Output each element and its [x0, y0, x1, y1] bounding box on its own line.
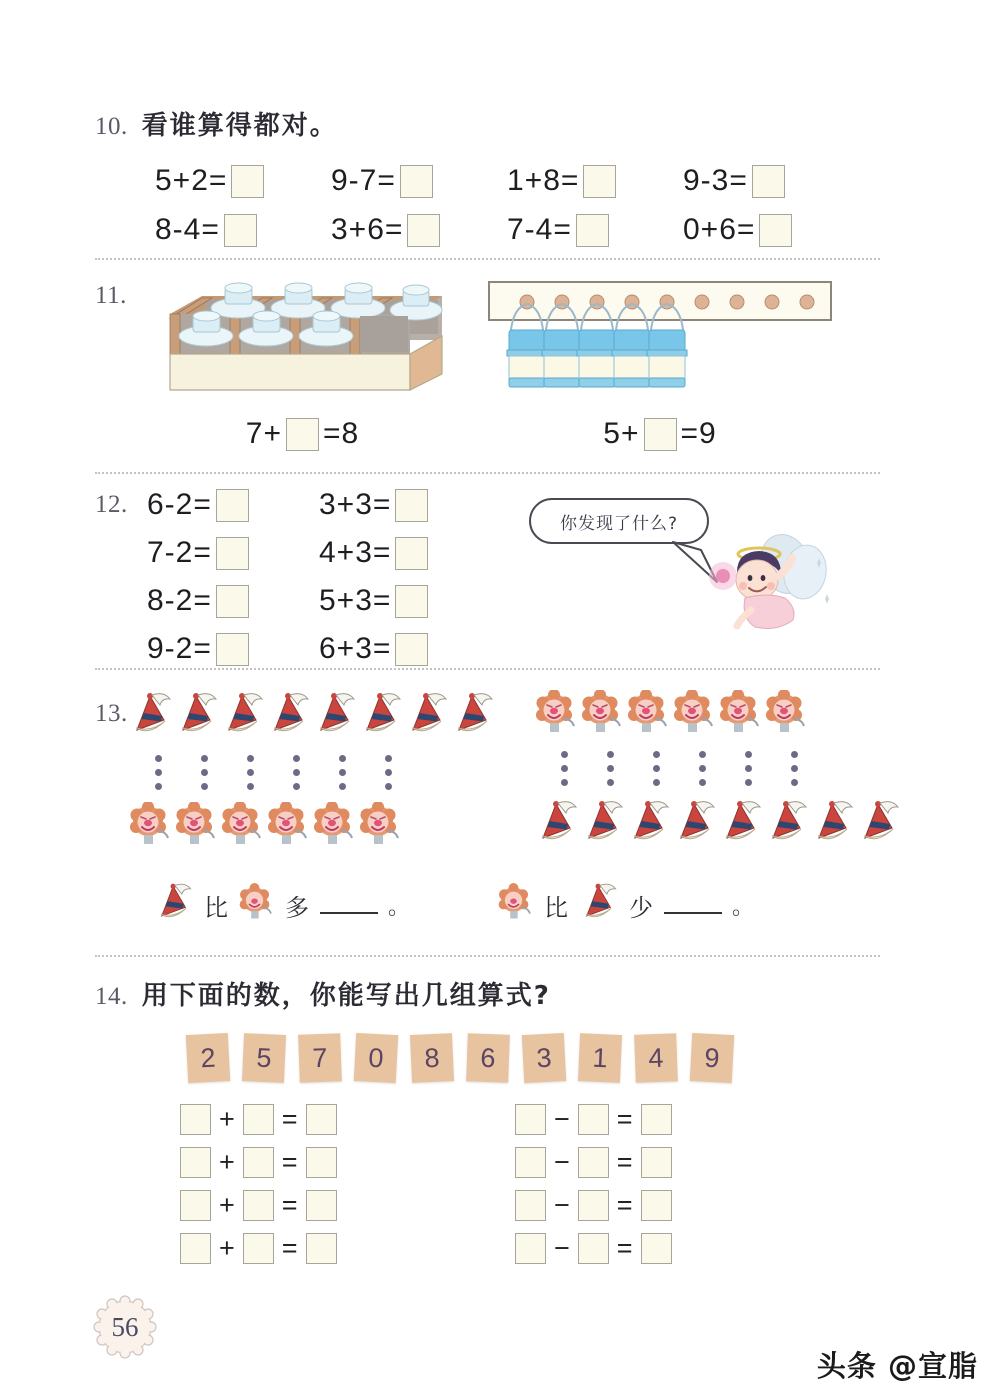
- clown-face-row: [128, 802, 496, 851]
- answer-blank[interactable]: [664, 896, 722, 914]
- dot-column: [634, 751, 680, 786]
- answer-box[interactable]: [180, 1104, 211, 1135]
- exercise-11-number-col: [95, 278, 150, 310]
- number-card[interactable]: 5: [242, 1033, 286, 1083]
- answer-box[interactable]: [515, 1190, 546, 1221]
- answer-box[interactable]: [180, 1233, 211, 1264]
- hook-group: [520, 295, 814, 309]
- relation-word: 少: [629, 893, 655, 922]
- equals-sign: =: [281, 1104, 298, 1134]
- equation-text: 4+3=: [319, 536, 392, 569]
- equation-item: [155, 213, 331, 247]
- equation-text: 7-4=: [507, 213, 572, 246]
- dot: [607, 779, 614, 786]
- answer-box[interactable]: [752, 165, 785, 198]
- equals-sign: =: [281, 1147, 298, 1177]
- dot-columns-right: [534, 751, 902, 786]
- equation-item: [507, 213, 683, 247]
- equation-text: 9-7=: [331, 164, 396, 197]
- dot-column: [136, 755, 182, 790]
- equation-row: [180, 1104, 395, 1135]
- equals-sign: =: [616, 1104, 633, 1134]
- equation-right: =9: [680, 417, 717, 450]
- dot-column: [228, 755, 274, 790]
- clown-face-icon: [174, 802, 220, 851]
- dot: [385, 769, 392, 776]
- answer-box[interactable]: [243, 1104, 274, 1135]
- equation-text: 9-2=: [147, 632, 212, 665]
- equation-left: 5+: [603, 417, 640, 450]
- dot: [745, 779, 752, 786]
- party-hat-icon: [174, 690, 220, 743]
- number-card[interactable]: 3: [522, 1033, 566, 1083]
- exercise-11-equations: [95, 417, 895, 451]
- party-hat-icon: [312, 690, 358, 743]
- equation-text: 3+6=: [331, 213, 404, 246]
- milk-crate-icon: [150, 278, 455, 403]
- dot: [201, 755, 208, 762]
- dot: [201, 769, 208, 776]
- answer-box[interactable]: [395, 489, 428, 522]
- dot: [791, 765, 798, 772]
- answer-box[interactable]: [641, 1147, 672, 1178]
- sentence-period: 。: [388, 894, 412, 920]
- party-hat-icon: [764, 798, 810, 851]
- exercise-13-number-col: [95, 690, 128, 728]
- dot: [293, 755, 300, 762]
- operator: −: [554, 1147, 570, 1177]
- equation-item: [507, 164, 683, 198]
- operator: +: [219, 1190, 235, 1220]
- equation-item: [331, 213, 507, 247]
- speech-bubble-text: 你发现了什么?: [559, 513, 679, 534]
- party-hat-icon: [580, 798, 626, 851]
- equation-text: 7-2=: [147, 536, 212, 569]
- exercise-13-sentences: [153, 881, 895, 929]
- answer-box[interactable]: [216, 633, 249, 666]
- operator: +: [219, 1233, 235, 1263]
- party-hat-icon: [358, 690, 404, 743]
- clown-face-icon: [220, 802, 266, 851]
- party-hat-row: [534, 798, 902, 851]
- exercise-11-illustrations: [150, 278, 835, 403]
- dot: [385, 755, 392, 762]
- equation-item: [319, 488, 491, 522]
- dot: [339, 755, 346, 762]
- dot: [247, 769, 254, 776]
- relation-word: 多: [285, 893, 310, 922]
- dot: [653, 765, 660, 772]
- equals-sign: =: [616, 1147, 633, 1177]
- operator: +: [219, 1104, 235, 1134]
- dot: [745, 765, 752, 772]
- dot: [293, 769, 300, 776]
- fairy-angel-icon: [693, 532, 843, 636]
- answer-box[interactable]: [578, 1190, 609, 1221]
- answer-box[interactable]: [641, 1190, 672, 1221]
- equation-text: 6+3=: [319, 632, 392, 665]
- section-divider: [95, 668, 880, 670]
- equation-item: [155, 164, 331, 198]
- bottle-rack-icon: [485, 278, 835, 403]
- dot-column: [320, 755, 366, 790]
- equation-row: [180, 1233, 395, 1264]
- exercise-10-equation-grid: [155, 164, 895, 247]
- addition-equation-column: [180, 1104, 395, 1264]
- number-card[interactable]: 7: [298, 1033, 342, 1082]
- comparison-sentence-left: [153, 881, 411, 929]
- number-card[interactable]: 1: [578, 1033, 622, 1083]
- equation-text: 8-4=: [155, 213, 220, 246]
- exercise-14: [95, 975, 905, 1264]
- clown-face-icon: [238, 883, 276, 927]
- exercise-13-number: 13.: [95, 700, 128, 727]
- equation-item: [319, 536, 491, 570]
- answer-box[interactable]: [306, 1104, 337, 1135]
- watermark-text: 头条 @宣脂: [816, 1349, 978, 1383]
- equation-row: [180, 1190, 395, 1221]
- answer-blank[interactable]: [320, 896, 378, 914]
- clown-face-icon: [764, 690, 810, 739]
- section-divider: [95, 955, 880, 957]
- dot-column: [588, 751, 634, 786]
- bottle-rack-illustration: [485, 278, 835, 403]
- party-hat-icon: [718, 798, 764, 851]
- dot: [699, 751, 706, 758]
- watermark: [817, 1344, 978, 1385]
- milk-crate-illustration: [150, 278, 455, 403]
- answer-box[interactable]: [180, 1147, 211, 1178]
- answer-box[interactable]: [578, 1147, 609, 1178]
- dot-column: [542, 751, 588, 786]
- equation-text: 3+3=: [319, 488, 392, 521]
- dot: [561, 779, 568, 786]
- party-hat-icon: [266, 690, 312, 743]
- number-card[interactable]: 0: [354, 1033, 398, 1083]
- dot: [339, 769, 346, 776]
- answer-box[interactable]: [216, 585, 249, 618]
- clown-face-icon: [718, 690, 764, 739]
- answer-box[interactable]: [306, 1147, 337, 1178]
- operator: +: [219, 1147, 235, 1177]
- answer-box[interactable]: [641, 1233, 672, 1264]
- exercise-12-prompt: [521, 488, 851, 638]
- equation-item: [683, 164, 859, 198]
- equation-left: 7+: [245, 417, 282, 450]
- answer-box[interactable]: [180, 1190, 211, 1221]
- answer-box[interactable]: [578, 1233, 609, 1264]
- equation-text: 0+6=: [683, 213, 756, 246]
- equation-item: [603, 417, 716, 451]
- clown-face-icon: [128, 802, 174, 851]
- exercise-12-equation-grid: [147, 488, 491, 666]
- dot: [653, 779, 660, 786]
- answer-box[interactable]: [515, 1147, 546, 1178]
- exercise-11: [95, 278, 895, 451]
- equation-item: [147, 632, 319, 666]
- number-card[interactable]: 2: [186, 1033, 230, 1083]
- equation-item: [683, 213, 859, 247]
- dot: [607, 751, 614, 758]
- dot: [293, 783, 300, 790]
- dot: [607, 765, 614, 772]
- exercise-14-header: [95, 975, 905, 1012]
- dot: [699, 779, 706, 786]
- dot: [653, 751, 660, 758]
- operator: −: [554, 1233, 570, 1263]
- bottle-group-front: [179, 311, 353, 346]
- dot-column: [680, 751, 726, 786]
- answer-box[interactable]: [216, 537, 249, 570]
- party-hat-icon: [534, 798, 580, 851]
- clown-face-icon: [497, 883, 535, 927]
- answer-box[interactable]: [395, 585, 428, 618]
- equation-right: =8: [323, 417, 360, 450]
- clown-face-icon: [358, 802, 404, 851]
- dot: [699, 765, 706, 772]
- answer-box[interactable]: [243, 1147, 274, 1178]
- clown-face-icon: [266, 802, 312, 851]
- equation-item: [331, 164, 507, 198]
- equals-sign: =: [281, 1233, 298, 1263]
- exercise-12-number-col: [95, 488, 147, 519]
- equation-text: 5+2=: [155, 164, 228, 197]
- compare-word: 比: [204, 893, 229, 922]
- clown-face-icon: [312, 802, 358, 851]
- speech-bubble: [529, 498, 709, 544]
- party-hat-icon: [578, 881, 620, 929]
- dot: [561, 751, 568, 758]
- clown-face-icon: [534, 690, 580, 739]
- comparison-sentence-right: [497, 881, 755, 929]
- number-card[interactable]: 4: [634, 1033, 678, 1082]
- clown-face-icon: [626, 690, 672, 739]
- exercise-10-header: [95, 105, 895, 142]
- equation-row: [515, 1104, 905, 1135]
- party-hat-row: [128, 690, 496, 743]
- page-number: 56: [111, 1311, 139, 1342]
- dot-column: [726, 751, 772, 786]
- dot: [247, 755, 254, 762]
- equation-row: [515, 1233, 905, 1264]
- comparison-group-left: [128, 690, 496, 851]
- equation-row: [180, 1147, 395, 1178]
- party-hat-icon: [153, 881, 195, 929]
- equals-sign: =: [281, 1190, 298, 1220]
- equation-item: [147, 584, 319, 618]
- clown-face-icon: [672, 690, 718, 739]
- exercise-12: [95, 488, 895, 666]
- dot: [791, 751, 798, 758]
- equation-text: 8-2=: [147, 584, 212, 617]
- equation-item: [246, 417, 359, 451]
- dot: [155, 755, 162, 762]
- answer-box[interactable]: [641, 1104, 672, 1135]
- compare-word: 比: [544, 893, 570, 922]
- exercise-13-groups: [128, 690, 902, 851]
- equation-item: [147, 488, 319, 522]
- answer-box[interactable]: [644, 418, 677, 451]
- answer-box[interactable]: [395, 537, 428, 570]
- exercise-12-body: [95, 488, 895, 666]
- number-card[interactable]: 9: [690, 1033, 734, 1083]
- answer-box[interactable]: [243, 1233, 274, 1264]
- empty-cell: [360, 316, 408, 352]
- exercise-14-number: 14.: [95, 983, 128, 1010]
- sentence-period: 。: [732, 894, 756, 920]
- dot-column: [182, 755, 228, 790]
- section-divider: [95, 258, 880, 260]
- exercise-14-title: 用下面的数，你能写出几组算式?: [141, 981, 551, 1011]
- exercise-11-body: [95, 278, 895, 403]
- answer-box[interactable]: [515, 1104, 546, 1135]
- exercise-13-body: [95, 690, 895, 851]
- comparison-group-right: [534, 690, 902, 851]
- dot: [155, 769, 162, 776]
- dot-columns-left: [128, 755, 496, 790]
- dot: [385, 783, 392, 790]
- equals-sign: =: [616, 1190, 633, 1220]
- section-divider: [95, 472, 880, 474]
- party-hat-icon: [128, 690, 174, 743]
- answer-box[interactable]: [216, 489, 249, 522]
- exercise-14-equation-area: [95, 1104, 905, 1264]
- equation-row: [515, 1190, 905, 1221]
- equation-row: [515, 1147, 905, 1178]
- dot-column: [274, 755, 320, 790]
- equation-item: [319, 584, 491, 618]
- exercise-12-number: 12.: [95, 491, 128, 518]
- clown-face-icon: [580, 690, 626, 739]
- answer-box[interactable]: [400, 165, 433, 198]
- answer-box[interactable]: [306, 1233, 337, 1264]
- answer-box[interactable]: [759, 214, 792, 247]
- equation-text: 6-2=: [147, 488, 212, 521]
- equation-text: 1+8=: [507, 164, 580, 197]
- answer-box[interactable]: [576, 214, 609, 247]
- party-hat-icon: [626, 798, 672, 851]
- number-card-row: [187, 1034, 905, 1082]
- dot: [155, 783, 162, 790]
- party-hat-icon: [450, 690, 496, 743]
- equation-item: [147, 536, 319, 570]
- party-hat-icon: [220, 690, 266, 743]
- party-hat-icon: [672, 798, 718, 851]
- answer-box[interactable]: [578, 1104, 609, 1135]
- subtraction-equation-column: [515, 1104, 905, 1264]
- dot: [339, 783, 346, 790]
- answer-box[interactable]: [407, 214, 440, 247]
- dot: [745, 751, 752, 758]
- number-card[interactable]: 6: [466, 1033, 510, 1082]
- party-hat-icon: [810, 798, 856, 851]
- answer-box[interactable]: [395, 633, 428, 666]
- operator: −: [554, 1190, 570, 1220]
- equation-text: 9-3=: [683, 164, 748, 197]
- clown-face-row: [534, 690, 902, 739]
- dot: [247, 783, 254, 790]
- exercise-10-number: 10.: [95, 113, 128, 140]
- page-number-badge: [93, 1295, 157, 1359]
- answer-box[interactable]: [231, 165, 264, 198]
- exercise-10-title: 看谁算得都对。: [141, 111, 338, 141]
- operator: −: [554, 1104, 570, 1134]
- answer-box[interactable]: [243, 1190, 274, 1221]
- answer-box[interactable]: [286, 418, 319, 451]
- dot: [561, 765, 568, 772]
- dot-column: [366, 755, 412, 790]
- answer-box[interactable]: [515, 1233, 546, 1264]
- number-card[interactable]: 8: [410, 1033, 454, 1083]
- equation-item: [319, 632, 491, 666]
- exercise-13: [95, 690, 895, 929]
- dot-column: [772, 751, 818, 786]
- dot: [201, 783, 208, 790]
- dot: [791, 779, 798, 786]
- answer-box[interactable]: [306, 1190, 337, 1221]
- equation-text: 5+3=: [319, 584, 392, 617]
- answer-box[interactable]: [583, 165, 616, 198]
- party-hat-icon: [404, 690, 450, 743]
- party-hat-icon: [856, 798, 902, 851]
- exercise-11-number: 11.: [95, 282, 127, 309]
- answer-box[interactable]: [224, 214, 257, 247]
- equals-sign: =: [616, 1233, 633, 1263]
- exercise-10: [95, 105, 895, 247]
